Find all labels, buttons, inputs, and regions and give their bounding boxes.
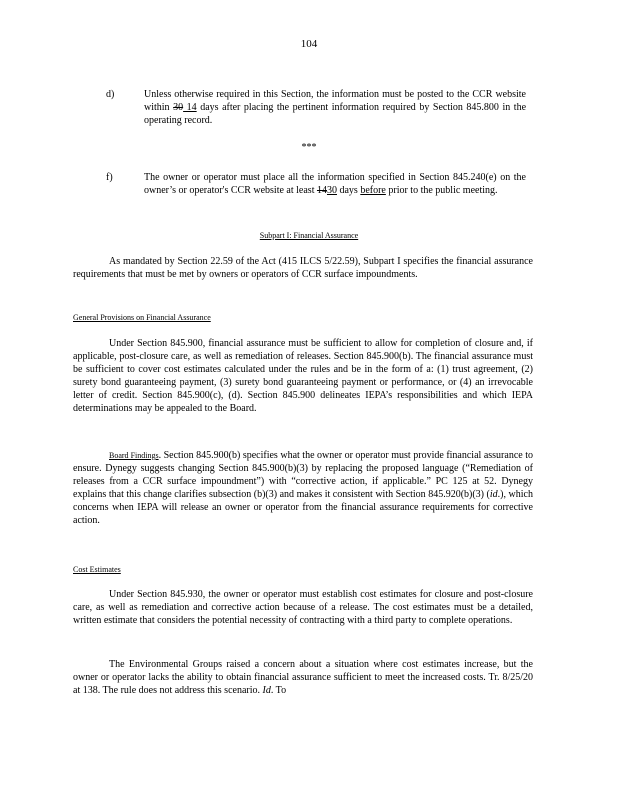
- list-item-d: [106, 88, 526, 127]
- inserted-text: 30: [326, 185, 337, 196]
- section-heading-general: General Provisions on Financial Assurance: [73, 313, 211, 322]
- section-heading-cost: Cost Estimates: [73, 565, 121, 574]
- subpart-heading: Subpart I: Financial Assurance: [259, 231, 359, 240]
- paragraph-cost: Under Section 845.930, the owner or operator must establish cost estimates for closure and post-closure care, as well as remediation and corrective action because of a release. The cost estimates must be a detailed, written estimate that considers the potential necessity of contracting with a third party to complete operations.: [73, 589, 533, 626]
- paragraph-environmental-groups: The Environmental Groups raised a concern about a situation where cost estimates increase, but the owner or operator lacks the ability to obtain financial assurance sufficient to meet the increased costs. Tr. 8/25/20 at 138. The rule does not address this scenario. Id. To: [73, 659, 533, 696]
- item-text: The owner or operator must place all the information specified in Section 845.240(e) on the owner’s or operator's CCR website at least 1430 days before prior to the public meeting.: [144, 172, 526, 196]
- paragraph-board-findings: Board Findings. Section 845.900(b) specifies what the owner or operator must provide financial assurance to ensure. Dynegy suggests changing Section 845.900(b)(3) by replacing the proposed language (“Remediation of releases from a CCR surface impoundment”) with “corrective action, if applicable.” PC 125 at 52. Dynegy explains that this change clarifies subsection (b)(3) and makes it consistent with Section 845.920(b)(3) (id.), which concerns when IEPA will release an owner or operator from the financial assurance requirements for corrective action.: [73, 450, 533, 526]
- run-in-heading: Board Findings: [109, 451, 159, 460]
- inserted-text: before: [360, 185, 386, 196]
- section-separator: ***: [301, 142, 317, 153]
- paragraph-general: Under Section 845.900, financial assurance must be sufficient to allow for completion of closure and, if applicable, post-closure care, as well as remediation of releases. Section 845.900(b). The financial assurance must be sufficient to cover cost estimates calculated under the rules and be in the form of a: (1) trust agreement, (2) surety bond guaranteeing payment, (3) surety bond guaranteeing payment or performance, or (4) an irrevocable letter of credit. Section 845.900(c), (d). Section 845.900 delineates IEPA’s responsibilities and which IEPA determinations may be appealed to the Board.: [73, 338, 533, 414]
- page-number: 104: [300, 38, 318, 50]
- deleted-text: 14: [316, 185, 327, 196]
- inserted-text: 14: [183, 102, 197, 113]
- item-label: d): [106, 89, 115, 100]
- deleted-text: 30: [173, 102, 184, 113]
- item-label: f): [106, 172, 113, 183]
- item-text: Unless otherwise required in this Section, the information must be posted to the CCR website within 30 14 days after placing the pertinent information required by Section 845.800 in the operating record.: [144, 89, 527, 126]
- list-item-f: [106, 171, 526, 197]
- paragraph-subpart: As mandated by Section 22.59 of the Act (415 ILCS 5/22.59), Subpart I specifies the financial assurance requirements that must be met by owners or operators of CCR surface impoundments.: [73, 256, 533, 280]
